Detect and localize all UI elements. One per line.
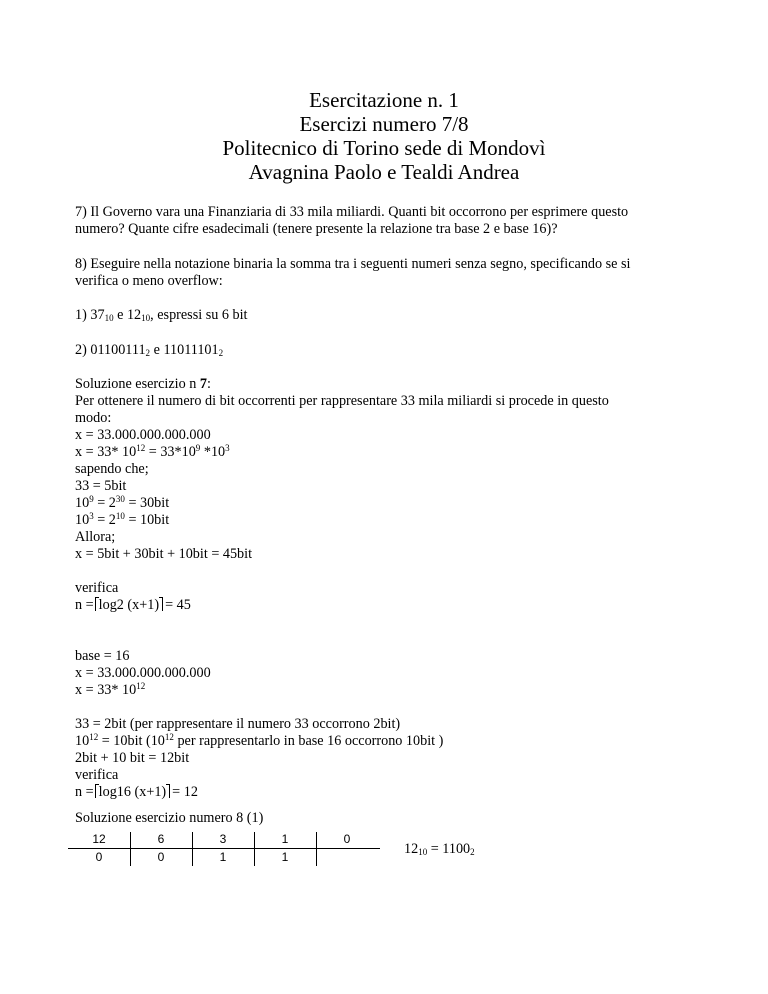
remainder-cell: 1	[219, 850, 227, 864]
base16-verifica: verifica	[75, 767, 119, 783]
solution-8-result: $12_{10} = 1100_2$	[404, 841, 475, 857]
doc-subtitle-institution: Politecnico di Torino sede di Mondovì	[222, 136, 546, 160]
base16-sum: 2bit + 10 bit = 12bit	[75, 750, 190, 766]
base16-check: n = log16 (x+1) = 12	[75, 784, 198, 800]
exercise-8-item-1: 1) $37_{10}$ e $12_{10}$, espressi su 6 bit	[75, 307, 248, 323]
exercise-8-text-line2: verifica o meno overflow:	[75, 273, 223, 289]
solution-7-power9: $10^9 = 2^{30} = 30bit$	[75, 494, 170, 511]
solution-7-heading: Soluzione esercizio n 7:	[75, 376, 211, 392]
base16-power12: $10^{12} = 10bit$ ($10^{12}$ per rappresentarlo in base 16 occorrono 10bit )	[75, 732, 444, 749]
base16-line-33: 33 = 2bit (per rappresentare il numero 33 occorrono 2bit)	[75, 716, 401, 732]
solution-7-sum: x = 5bit + 30bit + 10bit = 45bit	[75, 546, 253, 562]
dividend-cell: 6	[157, 832, 165, 846]
exercise-8-text-line1: 8) Eseguire nella notazione binaria la somma tra i seguenti numeri senza segno, specificando se si	[75, 256, 631, 272]
base16-x-value: x = 33.000.000.000.000	[75, 665, 211, 681]
division-table	[68, 832, 380, 866]
dividend-cell: 0	[343, 832, 351, 846]
dividend-cell: 3	[219, 832, 227, 846]
solution-7-x-expression: x = 33* $10^{12} = 33*10^9$ $*10^3$	[75, 443, 230, 460]
solution-8-heading: Soluzione esercizio numero 8 (1)	[75, 810, 264, 826]
solution-7-line1: Per ottenere il numero di bit occorrenti per rappresentare 33 mila miliardi si procede in questo	[75, 393, 609, 409]
doc-title: Esercitazione n. 1	[309, 88, 459, 112]
solution-7-bits33: 33 = 5bit	[75, 478, 127, 494]
remainder-cell: 0	[157, 850, 165, 864]
solution-7-line2: modo:	[75, 410, 112, 426]
dividend-cell: 1	[281, 832, 289, 846]
base16-x-expression: x = 33* $10^{12}$	[75, 681, 146, 698]
doc-subtitle-exercises: Esercizi numero 7/8	[299, 112, 469, 136]
base16-base: base = 16	[75, 648, 130, 664]
solution-7-check: n = log2 (x+1) = 45	[75, 597, 191, 613]
solution-7-verifica: verifica	[75, 580, 119, 596]
exercise-7-text-line2: numero? Quante cifre esadecimali (tenere presente la relazione tra base 2 e base 16)?	[75, 221, 558, 237]
ceil-right-icon	[159, 597, 163, 611]
solution-7-x-value: x = 33.000.000.000.000	[75, 427, 211, 443]
ceil-right-icon	[166, 784, 170, 798]
exercise-8-item-2: 2) $01100111_2$ e $11011101_2$	[75, 342, 224, 358]
solution-7-power3: $10^3 = 2^{10} = 10bit$	[75, 511, 170, 528]
remainder-cell: 0	[95, 850, 103, 864]
solution-7-sapendo: sapendo che;	[75, 461, 149, 477]
doc-subtitle-authors: Avagnina Paolo e Tealdi Andrea	[248, 160, 520, 184]
dividend-cell: 12	[92, 832, 106, 846]
exercise-7-text-line1: 7) Il Governo vara una Finanziaria di 33 mila miliardi. Quanti bit occorrono per esprimere questo	[75, 204, 629, 220]
solution-7-allora: Allora;	[75, 529, 116, 545]
remainder-cell: 1	[281, 850, 289, 864]
division-table-divider	[68, 848, 380, 849]
